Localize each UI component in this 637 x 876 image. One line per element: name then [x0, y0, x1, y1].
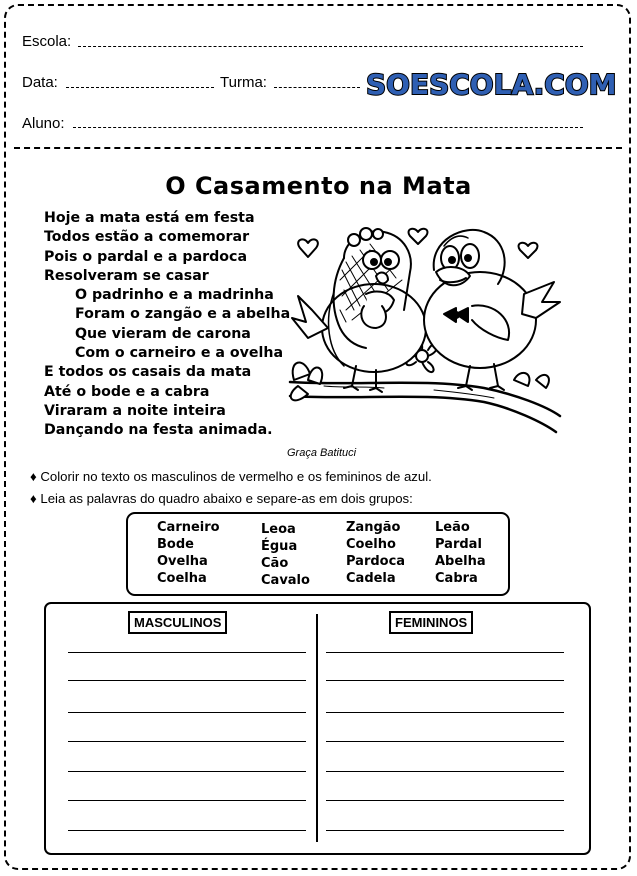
student-field[interactable]: [73, 127, 583, 128]
poem-line: Hoje a mata está em festa: [44, 210, 255, 226]
word-item: Pardoca: [346, 554, 406, 569]
feminine-label: FEMININOS: [389, 611, 473, 634]
word-item: Zangão: [346, 520, 401, 535]
poem-line: E todos os casais da mata: [44, 364, 252, 381]
masculine-label: MASCULINOS: [128, 611, 227, 634]
poem-line: Dançando na festa animada.: [44, 422, 273, 439]
word-column: [435, 519, 486, 587]
poem-line: Com o carneiro e a ovelha: [75, 345, 284, 362]
instruction-separate: ♦ Leia as palavras do quadro abaixo e separe-as em dois grupos:: [30, 491, 413, 506]
class-field[interactable]: [274, 87, 360, 88]
answer-line[interactable]: [68, 680, 306, 681]
poem-line: Resolveram se casar: [44, 267, 209, 284]
header-divider: [14, 147, 622, 149]
word-item: Cavalo: [261, 573, 310, 588]
student-label: Aluno:: [22, 115, 65, 132]
word-item: Carneiro: [157, 520, 220, 535]
word-item: Ovelha: [157, 554, 208, 569]
word-column: [157, 519, 220, 587]
answer-line[interactable]: [326, 800, 564, 801]
school-label: Escola:: [22, 33, 72, 50]
answer-line[interactable]: [326, 652, 564, 653]
answer-line[interactable]: [326, 771, 564, 772]
word-item: Pardal: [435, 537, 482, 552]
poem-line: O padrinho e a madrinha: [75, 287, 274, 304]
date-label: Data:: [22, 74, 58, 91]
school-field[interactable]: [78, 46, 583, 47]
answer-line[interactable]: [68, 830, 306, 831]
heart-icon: [298, 239, 318, 257]
word-item: Égua: [261, 539, 298, 554]
site-logo: SOESCOLA.COM: [366, 68, 617, 101]
bird-couple-illustration: [284, 210, 564, 438]
answer-line[interactable]: [68, 771, 306, 772]
word-item: Leoa: [261, 522, 296, 537]
date-field[interactable]: [66, 87, 214, 88]
word-column: [346, 519, 405, 587]
heart-icon: [409, 229, 428, 244]
answer-line[interactable]: [68, 741, 306, 742]
poem-line: Viraram a noite inteira: [44, 402, 226, 419]
word-item: Leão: [435, 520, 470, 535]
word-item: Coelho: [346, 537, 396, 552]
answer-line[interactable]: [326, 712, 564, 713]
page-title: O Casamento na Mata: [165, 172, 472, 200]
word-item: Cabra: [435, 571, 478, 586]
answer-line[interactable]: [326, 680, 564, 681]
heart-icon: [519, 243, 538, 258]
answer-line[interactable]: [68, 652, 306, 653]
poem-line: Pois o pardal e a pardoca: [44, 248, 248, 265]
poem-line: Até o bode e a cabra: [44, 383, 210, 400]
poem-line: Foram o zangão e a abelha: [75, 306, 291, 323]
word-item: Bode: [157, 537, 194, 552]
answer-line[interactable]: [326, 830, 564, 831]
word-item: Coelha: [157, 571, 207, 586]
class-label: Turma:: [220, 74, 267, 91]
answer-line[interactable]: [68, 712, 306, 713]
answer-line[interactable]: [68, 800, 306, 801]
word-item: Abelha: [435, 554, 486, 569]
poem-line: Que vieram de carona: [75, 325, 251, 342]
poem: [44, 209, 290, 441]
poem-author: Graça Batituci: [287, 447, 357, 459]
poem-line: Todos estão a comemorar: [44, 229, 250, 246]
instruction-color: ♦ Colorir no texto os masculinos de vermelho e os femininos de azul.: [30, 469, 432, 484]
answer-divider: [316, 614, 318, 842]
answer-line[interactable]: [326, 741, 564, 742]
word-column: [261, 521, 310, 589]
word-item: Cadela: [346, 571, 396, 586]
word-item: Cão: [261, 556, 289, 571]
